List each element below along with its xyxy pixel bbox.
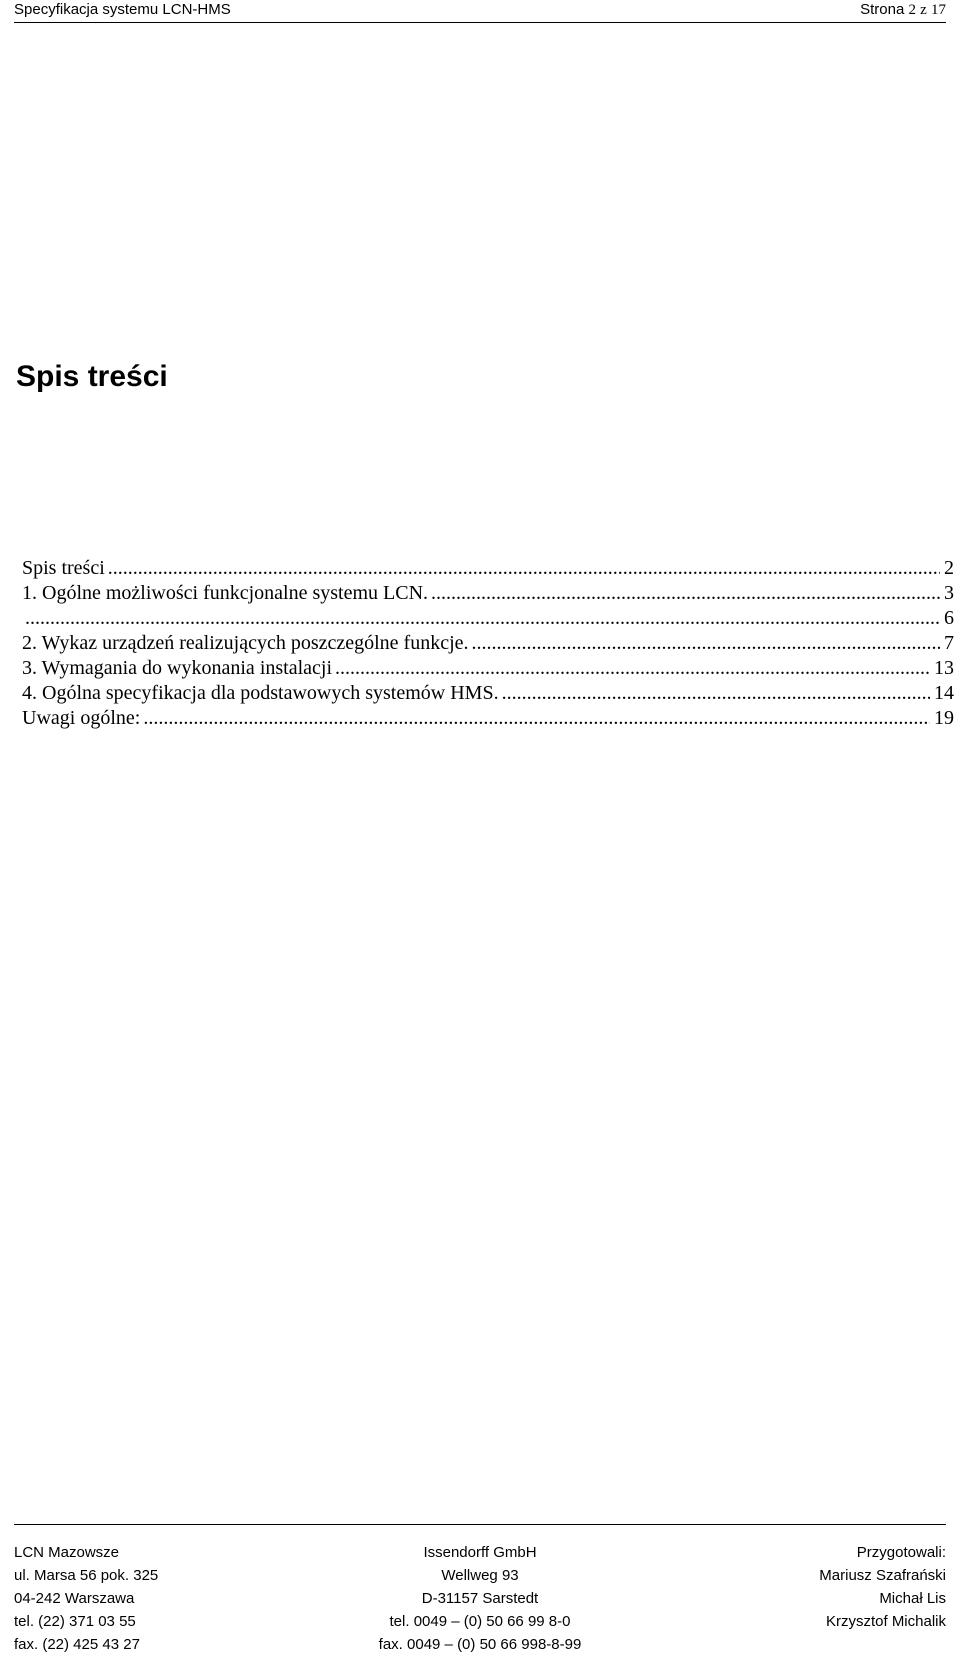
toc-entry-page: 7	[944, 632, 954, 654]
footer-line: 04-242 Warszawa	[14, 1590, 135, 1607]
page-header	[14, 0, 946, 23]
toc-leader-dots	[472, 631, 940, 656]
toc-entry[interactable]	[22, 656, 954, 681]
toc-entry[interactable]	[22, 681, 954, 706]
toc-leader-dots	[502, 681, 930, 706]
toc-list	[22, 556, 954, 731]
toc-entry-page: 3	[944, 582, 954, 604]
page-indicator	[860, 1, 946, 19]
toc-leader-dots	[431, 581, 940, 606]
toc-entry-title: 4. Ogólna specyfikacja dla podstawowych systemów HMS.	[22, 682, 499, 704]
toc-entry-title: Uwagi ogólne:	[22, 707, 141, 729]
toc-entry-title: 2. Wykaz urządzeń realizujących poszczególne funkcje.	[22, 632, 469, 654]
document-title: Specyfikacja systemu LCN-HMS	[14, 1, 231, 18]
toc-entry[interactable]	[22, 556, 954, 581]
toc-entry-page: 2	[944, 557, 954, 579]
footer-line: fax. (22) 425 43 27	[14, 1636, 140, 1653]
toc-entry-page: 13	[934, 657, 954, 679]
toc-entry-title: Spis treści	[22, 557, 105, 579]
footer-line: Michał Lis	[879, 1590, 946, 1607]
footer-company-local	[14, 1541, 325, 1656]
page-current: 2	[908, 2, 916, 18]
toc-entry-title: 1. Ogólne możliwości funkcjonalne systemu LCN.	[22, 582, 429, 604]
footer-line: tel. 0049 – (0) 50 66 99 8-0	[389, 1613, 571, 1630]
page-separator: z	[920, 2, 927, 18]
toc-leader-dots	[335, 656, 930, 681]
toc-entry[interactable]	[22, 606, 954, 631]
footer-line: ul. Marsa 56 pok. 325	[14, 1567, 159, 1584]
toc-entry-page: 14	[934, 682, 954, 704]
toc-entry[interactable]	[22, 706, 954, 731]
footer-line: D-31157 Sarstedt	[421, 1590, 539, 1607]
toc-heading: Spis treści	[16, 360, 168, 393]
toc-leader-dots	[25, 606, 940, 631]
footer-line: LCN Mazowsze	[14, 1544, 120, 1561]
footer-line: Wellweg 93	[441, 1567, 519, 1584]
toc-entry-page: 6	[944, 607, 954, 629]
footer-line: Issendorff GmbH	[423, 1544, 537, 1561]
page-footer	[14, 1524, 946, 1656]
footer-company-parent	[325, 1541, 636, 1656]
toc-leader-dots	[108, 556, 940, 581]
toc-entry[interactable]	[22, 581, 954, 606]
footer-line: Krzysztof Michalik	[825, 1613, 946, 1630]
footer-line: Przygotowali:	[856, 1544, 946, 1561]
page-total: 17	[931, 2, 946, 18]
footer-line: tel. (22) 371 03 55	[14, 1613, 136, 1630]
toc-entry-title: 3. Wymagania do wykonania instalacji	[22, 657, 333, 679]
toc-entry[interactable]	[22, 631, 954, 656]
toc-entry-page: 19	[934, 707, 954, 729]
page-prefix: Strona	[860, 1, 905, 18]
footer-line: fax. 0049 – (0) 50 66 998-8-99	[378, 1636, 582, 1653]
toc-leader-dots	[143, 706, 930, 731]
footer-line: Mariusz Szafrański	[819, 1567, 946, 1584]
footer-authors	[635, 1541, 946, 1656]
